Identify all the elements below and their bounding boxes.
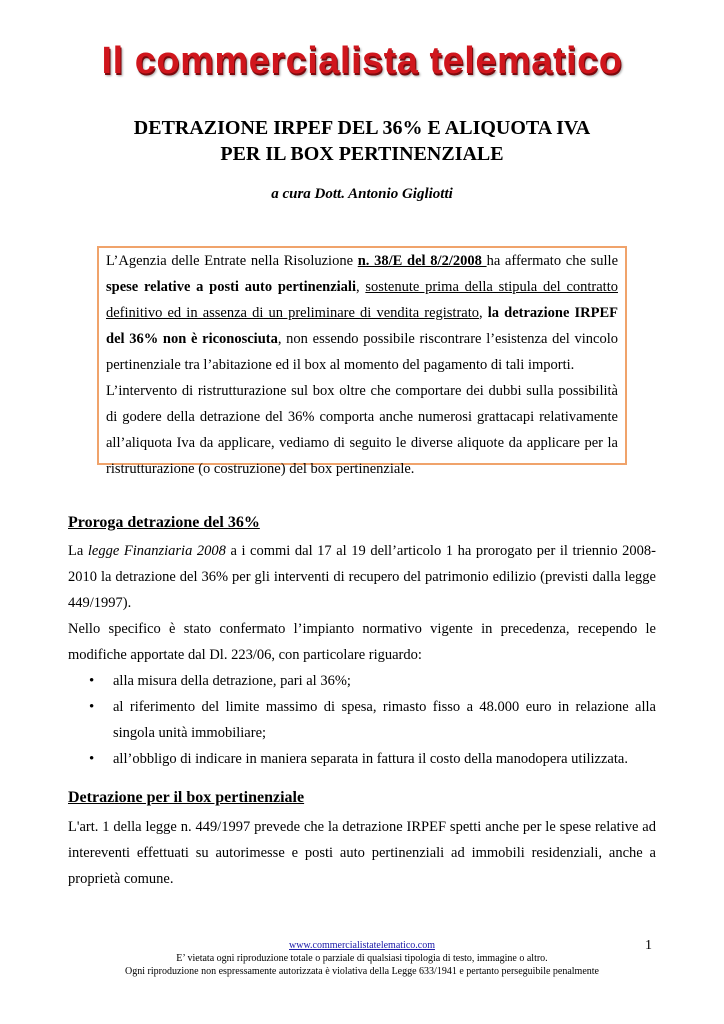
section-heading-proroga: Proroga detrazione del 36%: [68, 514, 260, 531]
footer-notice-2: Ogni riproduzione non espressamente autorizzata è violativa della Legge 633/1941 e pertanto perseguibile penalmente: [125, 966, 599, 977]
summary-text: ,: [355, 279, 366, 295]
document-title: [0, 115, 724, 167]
bullet-list: [68, 668, 656, 772]
summary-emphasis: la detrazione IRPEF del 36% non è riconosciuta: [106, 305, 618, 347]
summary-box: [97, 246, 627, 477]
summary-emphasis: spese relative a posti auto pertinenziali: [106, 279, 356, 295]
page-footer: [0, 939, 724, 978]
summary-paragraph-1: [106, 248, 618, 378]
summary-text: , non essendo possibile riscontrare l’esistenza del vincolo pertinenziale tra l’abitazione ed il box al momento del pagamento di tali importi.: [106, 331, 618, 373]
section-body-proroga: [68, 538, 656, 772]
body-text: a i commi dal 17 al 19 dell’articolo 1 ha prorogato per il triennio 2008-2010 la detrazione del 36% per gli interventi di recupero del patrimonio edilizio (previsti dalla legge 449/1997).: [68, 543, 656, 611]
site-logo: Il commercialista telematico: [101, 40, 623, 82]
summary-underlined: sostenute prima della stipula del contratto definitivo ed in assenza di un preliminare di vendita registrato: [106, 279, 618, 321]
summary-text: L’Agenzia delle Entrate nella Risoluzione: [106, 253, 358, 269]
section-body-box: [68, 814, 656, 892]
footer-notice-1: E’ vietata ogni riproduzione totale o parziale di qualsiasi tipologia di testo, immagine o altro.: [176, 953, 548, 964]
page-number: 1: [645, 938, 652, 953]
author-line: a cura Dott. Antonio Gigliotti: [271, 186, 453, 202]
body-paragraph: [68, 538, 656, 616]
section-heading-box: Detrazione per il box pertinenziale: [68, 789, 305, 806]
list-item: • all’obbligo di indicare in maniera separata in fattura il costo della manodopera utilizzata.: [113, 746, 656, 772]
summary-text: ,: [479, 305, 488, 321]
summary-text: ha affermato che sulle: [486, 253, 619, 269]
title-line-1: DETRAZIONE IRPEF DEL 36% E ALIQUOTA IVA: [133, 117, 591, 139]
title-line-2: PER IL BOX PERTINENZIALE: [220, 143, 504, 165]
list-item: • al riferimento del limite massimo di spesa, rimasto fisso a 48.000 euro in relazione alla singola unità immobiliare;: [113, 694, 656, 746]
body-text: La: [68, 543, 88, 559]
footer-website-link[interactable]: www.commercialistatelematico.com: [289, 940, 435, 951]
summary-paragraph-2: L’intervento di ristrutturazione sul box oltre che comportare dei dubbi sulla possibilità di godere della detrazione del 36% comporta anche numerosi grattacapi relativamente all’aliquota Iva da applicare, vediamo di seguito le diverse aliquote da applicare per la ristrutturazione (o costruzione) del box pertinenziale.: [106, 383, 618, 477]
law-reference: legge Finanziaria 2008: [87, 543, 226, 559]
list-item: • alla misura della detrazione, pari al 36%;: [113, 668, 656, 694]
resolution-reference: n. 38/E del 8/2/2008: [357, 253, 487, 269]
body-paragraph: Nello specifico è stato confermato l’impianto normativo vigente in precedenza, recependo le modifiche apportate dal Dl. 223/06, con particolare riguardo:: [68, 621, 656, 663]
body-paragraph: L'art. 1 della legge n. 449/1997 prevede che la detrazione IRPEF spetti anche per le spese relative ad intereventi effettuati su autorimesse e posti auto pertinenziali ad immobili residenziali, anche a proprietà comune.: [68, 819, 656, 887]
